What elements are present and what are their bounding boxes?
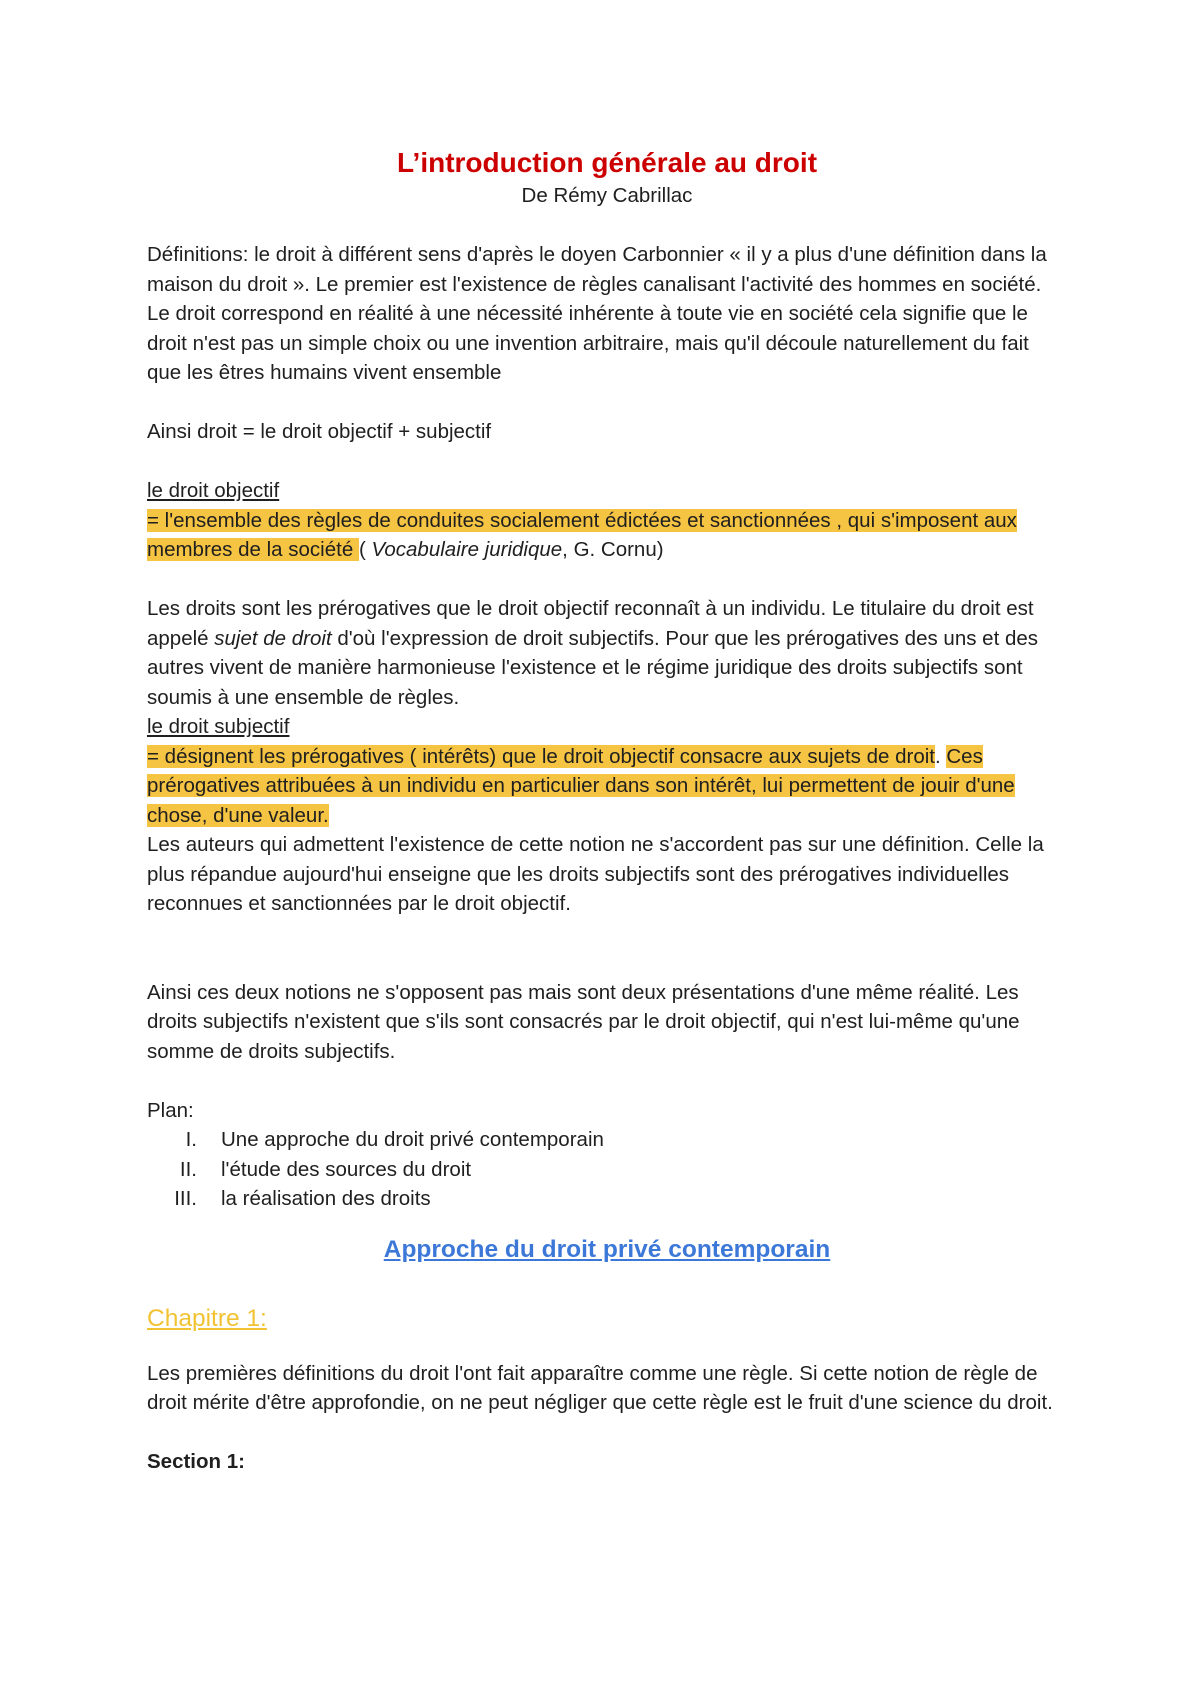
plan-item-text: Une approche du droit privé contemporain <box>221 1128 604 1151</box>
droits-text-b: d'où l'expression de droit subjectifs. Pour que les prérogatives des uns et des autres vivent de manière harmonieuse l'existence et le régime juridique des droits subjectifs sont soumis à une ensemble de règles. <box>147 626 1039 709</box>
objectif-heading: le droit objectif <box>147 479 280 502</box>
plan-item-number: I. <box>185 1128 197 1151</box>
plan-item-number: III. <box>174 1187 197 1210</box>
document-content <box>147 143 1067 1477</box>
sujet-de-droit-italic: sujet de droit <box>214 626 332 650</box>
definitions-paragraph: Définitions: le droit à différent sens d'après le doyen Carbonnier « il y a plus d'une définition dans la maison du droit ». Le premier est l'existence de règles canalisant l'activité des hommes en société. Le droit correspond en réalité à une nécessité inhérente à toute vie en société cela signifie que le droit n'est pas un simple choix ou une invention arbitraire, mais qu'il découle naturellement du fait que les êtres humains vivent ensemble <box>147 243 1047 384</box>
objectif-highlight: = l'ensemble des règles de conduites socialement édictées et sanctionnées , qui s'imposent aux membres de la société <box>147 508 1017 561</box>
plan-item-text: l'étude des sources du droit <box>221 1157 472 1181</box>
plan-item-text: la réalisation des droits <box>221 1187 431 1210</box>
document-author: De Rémy Cabrillac <box>521 184 693 207</box>
plan-item <box>147 1155 1067 1185</box>
citation-close: , G. Cornu) <box>562 538 664 561</box>
formula-line: Ainsi droit = le droit objectif + subjectif <box>147 420 492 443</box>
chapter-heading: Chapitre 1: <box>147 1304 267 1332</box>
citation-italic: Vocabulaire juridique <box>371 538 563 561</box>
plan-item-number: II. <box>179 1157 197 1181</box>
subjectif-definition <box>147 742 1067 831</box>
auteurs-paragraph: Les auteurs qui admettent l'existence de cette notion ne s'accordent pas sur une définition. Celle la plus répandue aujourd'hui enseigne que les droits subjectifs sont des prérogatives individuelles reconnues et sanctionnées par le droit objectif. <box>147 833 1044 915</box>
document-title: L’introduction générale au droit <box>396 147 818 178</box>
part-heading: Approche du droit privé contemporain <box>383 1235 831 1263</box>
section-heading: Section 1: <box>147 1450 245 1473</box>
subjectif-highlight-a: = désignent les prérogatives ( intérêts) que le droit objectif consacre aux sujets de droit <box>147 744 935 768</box>
plan-list <box>147 1125 1067 1214</box>
objectif-definition <box>147 506 1067 565</box>
chapter-paragraph: Les premières définitions du droit l'ont fait apparaître comme une règle. Si cette notion de règle de droit mérite d'être approfondie, on ne peut négliger que cette règle est le fruit d'une science du droit. <box>147 1361 1053 1414</box>
droits-text-a: Les droits sont les prérogatives que le droit objectif reconnaît à un individu. Le titulaire du droit est appelé <box>147 597 1034 650</box>
plan-label: Plan: <box>147 1098 194 1122</box>
citation-open: ( <box>358 538 372 561</box>
droits-paragraph <box>147 594 1067 712</box>
subjectif-dot: . <box>934 744 947 768</box>
ainsi-paragraph: Ainsi ces deux notions ne s'opposent pas mais sont deux présentations d'une même réalité. Les droits subjectifs n'existent que s'ils sont consacrés par le droit objectif, qui n'est lui-même qu'une somme de droits subjectifs. <box>147 980 1020 1063</box>
plan-item <box>147 1125 1067 1155</box>
plan-item <box>147 1184 1067 1214</box>
subjectif-highlight-b: Ces prérogatives attribuées à un individu en particulier dans son intérêt, lui permettent de jouir d'une chose, d'une valeur. <box>147 744 1015 827</box>
subjectif-heading: le droit subjectif <box>147 715 290 738</box>
